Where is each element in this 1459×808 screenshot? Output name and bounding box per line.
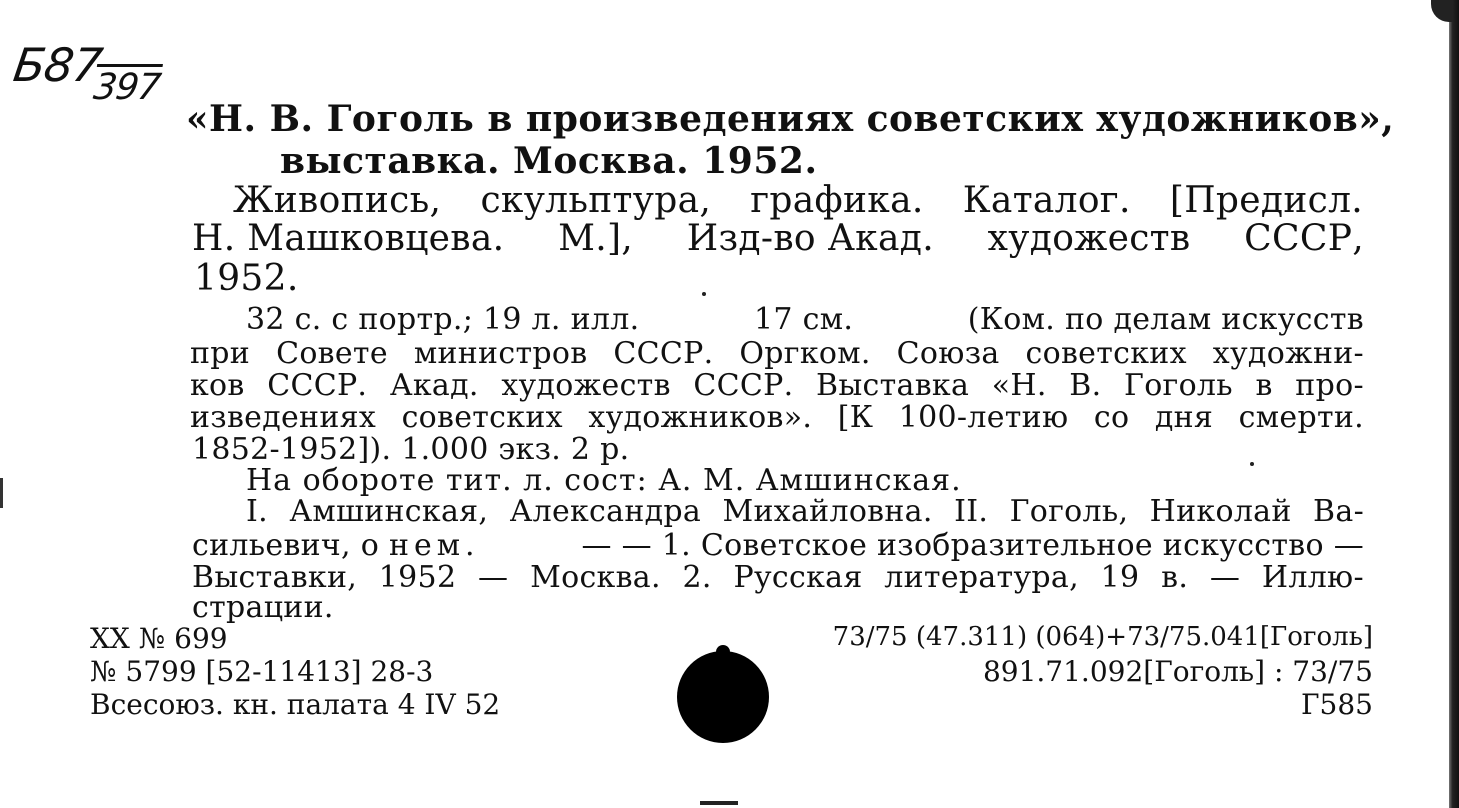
word: Александра xyxy=(509,494,702,529)
word: в. xyxy=(1161,560,1189,595)
title-line-1: «Н. В. Гоголь в произведениях советских художников», xyxy=(186,98,1395,140)
word: II. xyxy=(954,494,989,529)
subject-line-3 xyxy=(192,560,1364,595)
footer-right-line-2: 891.71.092[Гоголь] : 73/75 xyxy=(982,655,1373,688)
word: СССР. xyxy=(613,336,714,371)
scan-edge xyxy=(1449,0,1459,808)
word: со xyxy=(1093,400,1130,435)
word: Москва. xyxy=(530,560,661,595)
word: Гоголь xyxy=(1124,368,1233,403)
word: Михайловна. xyxy=(722,494,933,529)
shelfmark-main: Б87 xyxy=(10,38,105,92)
description-line-1 xyxy=(233,180,1363,221)
word: Николай xyxy=(1149,494,1292,529)
physical-desc-line-2 xyxy=(190,336,1364,371)
word: М.], xyxy=(558,218,634,259)
physical-desc-line-1 xyxy=(246,302,1364,337)
word: литература, xyxy=(884,560,1079,595)
word: 100-летию xyxy=(898,400,1069,435)
title-line-2: выставка. Москва. 1952. xyxy=(280,140,818,182)
subject-line-1 xyxy=(246,494,1364,529)
word: Совете xyxy=(276,336,388,371)
word: В. xyxy=(1069,368,1102,403)
word: дня xyxy=(1154,400,1214,435)
word: Каталог. xyxy=(962,180,1131,221)
punch-hole-tip xyxy=(716,645,730,659)
word: [К xyxy=(837,400,874,435)
word: художеств xyxy=(987,218,1191,259)
physical-desc-line-4 xyxy=(190,400,1364,435)
word: смерти. xyxy=(1238,400,1364,435)
scan-corner xyxy=(1431,0,1453,22)
footer-left-line-2: № 5799 [52-11413] 28-3 xyxy=(90,655,434,688)
word: ков xyxy=(190,368,245,403)
word: при xyxy=(190,336,251,371)
word: 1952 xyxy=(378,560,457,595)
footer-left-line-1: XX № 699 xyxy=(90,622,228,655)
footer-left-line-3: Всесоюз. кн. палата 4 IV 52 xyxy=(90,688,501,721)
footer-right-line-1: 73/75 (47.311) (064)+73/75.041[Гоголь] xyxy=(832,622,1373,652)
word: «Н. xyxy=(991,368,1047,403)
word: Акад. xyxy=(389,368,479,403)
scan-mark xyxy=(0,478,3,508)
word: Выставки, xyxy=(192,560,358,595)
word: министров xyxy=(413,336,588,371)
word: (Ком. по делам искусств xyxy=(967,302,1364,337)
shelfmark-sub: 397 xyxy=(91,67,163,108)
word: Союза xyxy=(896,336,1000,371)
word: I. xyxy=(246,494,268,529)
description-line-3: 1952. xyxy=(194,258,299,299)
scan-speck xyxy=(702,292,706,296)
word: 32 с. с портр.; 19 л. илл. xyxy=(246,302,640,337)
word: 17 см. xyxy=(754,302,854,337)
word: СССР. xyxy=(693,368,794,403)
word: советских xyxy=(1025,336,1187,371)
word: — xyxy=(478,560,509,595)
physical-desc-line-5: 1852-1952]). 1.000 экз. 2 р. xyxy=(192,432,630,467)
word: СССР, xyxy=(1244,218,1364,259)
word: Русская xyxy=(733,560,863,595)
word: Оргком. xyxy=(739,336,871,371)
word: 19 xyxy=(1100,560,1140,595)
word: изведениях xyxy=(190,400,377,435)
word: — xyxy=(1209,560,1241,595)
word: [Предисл. xyxy=(1169,180,1363,221)
word: СССР. xyxy=(267,368,368,403)
punch-hole xyxy=(677,651,769,743)
word: Н. Машковцева. xyxy=(192,218,505,259)
word: Выставка xyxy=(816,368,970,403)
word: в xyxy=(1255,368,1273,403)
word: про- xyxy=(1295,368,1364,403)
word: Изд-во Акад. xyxy=(686,218,934,259)
footer-right-line-3: Г585 xyxy=(1301,688,1373,721)
subject-line-2 xyxy=(192,528,1364,563)
subject-line-2-post: — — 1. Советское изобразительное искусство — xyxy=(581,528,1364,563)
word: художеств xyxy=(501,368,671,403)
subject-line-2-pre: сильевич, о xyxy=(192,528,380,563)
physical-desc-line-3 xyxy=(190,368,1364,403)
description-line-2 xyxy=(192,218,1364,259)
word: Ва- xyxy=(1313,494,1364,529)
word: художни- xyxy=(1212,336,1364,371)
subject-line-2-start xyxy=(192,528,480,563)
word: скульптура, xyxy=(480,180,712,221)
word: советских xyxy=(401,400,563,435)
word: 2. xyxy=(682,560,712,595)
subject-line-2-spaced: нем. xyxy=(388,528,480,563)
word: графика. xyxy=(750,180,924,221)
scan-speck xyxy=(1250,462,1254,466)
word: Амшинская, xyxy=(289,494,489,529)
scan-bottom-mark xyxy=(700,801,738,805)
word: художников». xyxy=(588,400,813,435)
word: Живопись, xyxy=(233,180,442,221)
word: Иллю- xyxy=(1261,560,1364,595)
subject-line-4: страции. xyxy=(192,590,334,625)
handwritten-shelfmark xyxy=(10,38,170,108)
word: Гоголь, xyxy=(1009,494,1129,529)
compiler-note: На обороте тит. л. сост: А. М. Амшинская. xyxy=(246,463,962,498)
